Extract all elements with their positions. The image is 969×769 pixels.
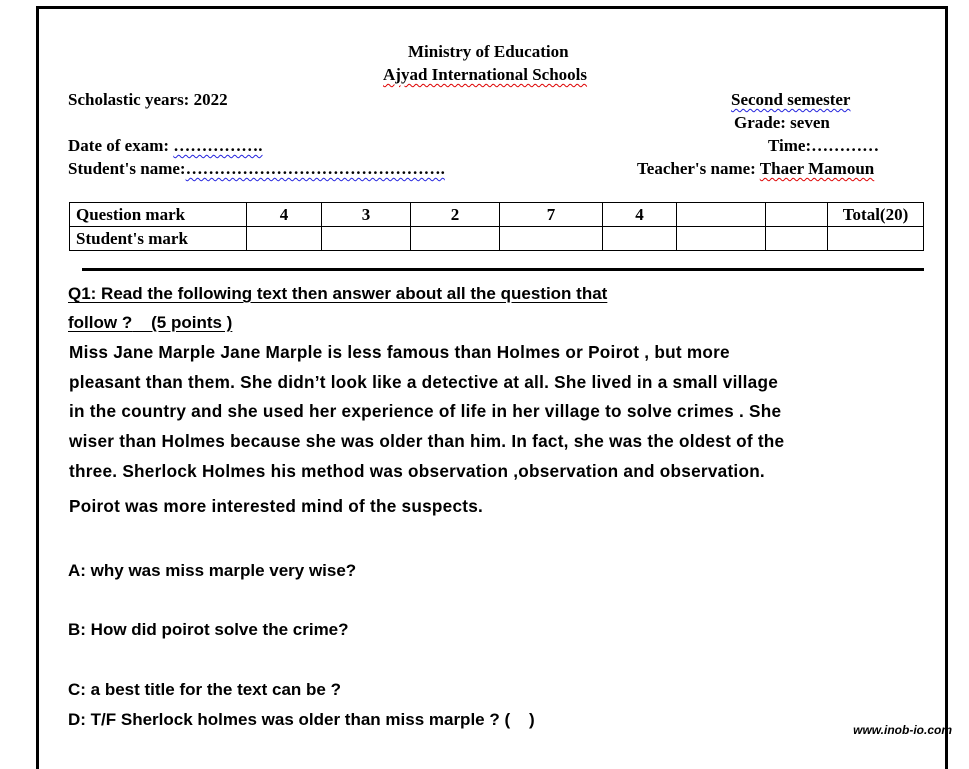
teacher-field: [637, 159, 874, 179]
table-cell: [828, 227, 924, 251]
school-title: Ajyad International Schools: [383, 65, 588, 84]
table-cell: [411, 227, 500, 251]
time-field: Time:…………: [768, 136, 880, 155]
passage-line: Poirot was more interested mind of the suspects.: [69, 495, 484, 516]
section-divider: [82, 268, 924, 271]
question-mark-row: [70, 203, 924, 227]
passage-line: pleasant than them. She didn’t look like a detective at all. She lived in a small village: [69, 371, 779, 392]
table-cell: 4: [603, 203, 677, 227]
grade: Grade: seven: [734, 113, 830, 132]
semester: Second semester: [731, 90, 851, 109]
question-c: C: a best title for the text can be ?: [68, 680, 341, 699]
student-name-label: Student's name:: [68, 159, 186, 178]
table-cell: 4: [247, 203, 322, 227]
table-cell: [766, 203, 828, 227]
q1-follow: follow ?: [68, 313, 133, 332]
table-cell: 7: [500, 203, 603, 227]
passage-line: in the country and she used her experience of life in her village to solve crimes . She: [69, 401, 782, 422]
exam-date-label: Date of exam:: [68, 136, 174, 155]
table-cell: [766, 227, 828, 251]
teacher-name: Thaer Mamoun: [759, 159, 875, 178]
ministry-title: Ministry of Education: [408, 42, 569, 61]
exam-date-blank: …………….: [173, 136, 263, 155]
student-name-blank: ……………………………………….: [185, 159, 445, 178]
table-cell: Total(20): [828, 203, 924, 227]
table-cell: Student's mark: [70, 227, 247, 251]
reading-passage: [69, 338, 949, 521]
teacher-label: Teacher's name:: [637, 159, 760, 178]
question-d: D: T/F Sherlock holmes was older than miss marple ? ( ): [68, 710, 535, 729]
table-cell: [603, 227, 677, 251]
scholastic-year: Scholastic years: 2022: [68, 90, 228, 109]
table-cell: [322, 227, 411, 251]
table-cell: 2: [411, 203, 500, 227]
student-mark-row: [70, 227, 924, 251]
q1-title-line1: Q1: Read the following text then answer about all the question that: [68, 284, 608, 303]
question-b: B: How did poirot solve the crime?: [68, 620, 349, 639]
table-cell: Question mark: [70, 203, 247, 227]
passage-line: three. Sherlock Holmes his method was observation ,observation and observation.: [69, 460, 765, 481]
table-cell: [500, 227, 603, 251]
q1-points: (5 points ): [132, 313, 233, 332]
table-cell: [677, 227, 766, 251]
table-cell: [247, 227, 322, 251]
marks-table: [69, 202, 924, 251]
passage-line: Miss Jane Marple Jane Marple is less famous than Holmes or Poirot , but more: [69, 342, 730, 362]
site-watermark: www.inob-io.com: [853, 723, 952, 737]
q1-title-line2: [68, 313, 232, 333]
exam-date-field: [68, 136, 263, 156]
student-name-field: [68, 159, 445, 179]
table-cell: [677, 203, 766, 227]
table-cell: 3: [322, 203, 411, 227]
question-a: A: why was miss marple very wise?: [68, 561, 357, 580]
passage-line: wiser than Holmes because she was older than him. In fact, she was the oldest of the: [69, 431, 785, 452]
